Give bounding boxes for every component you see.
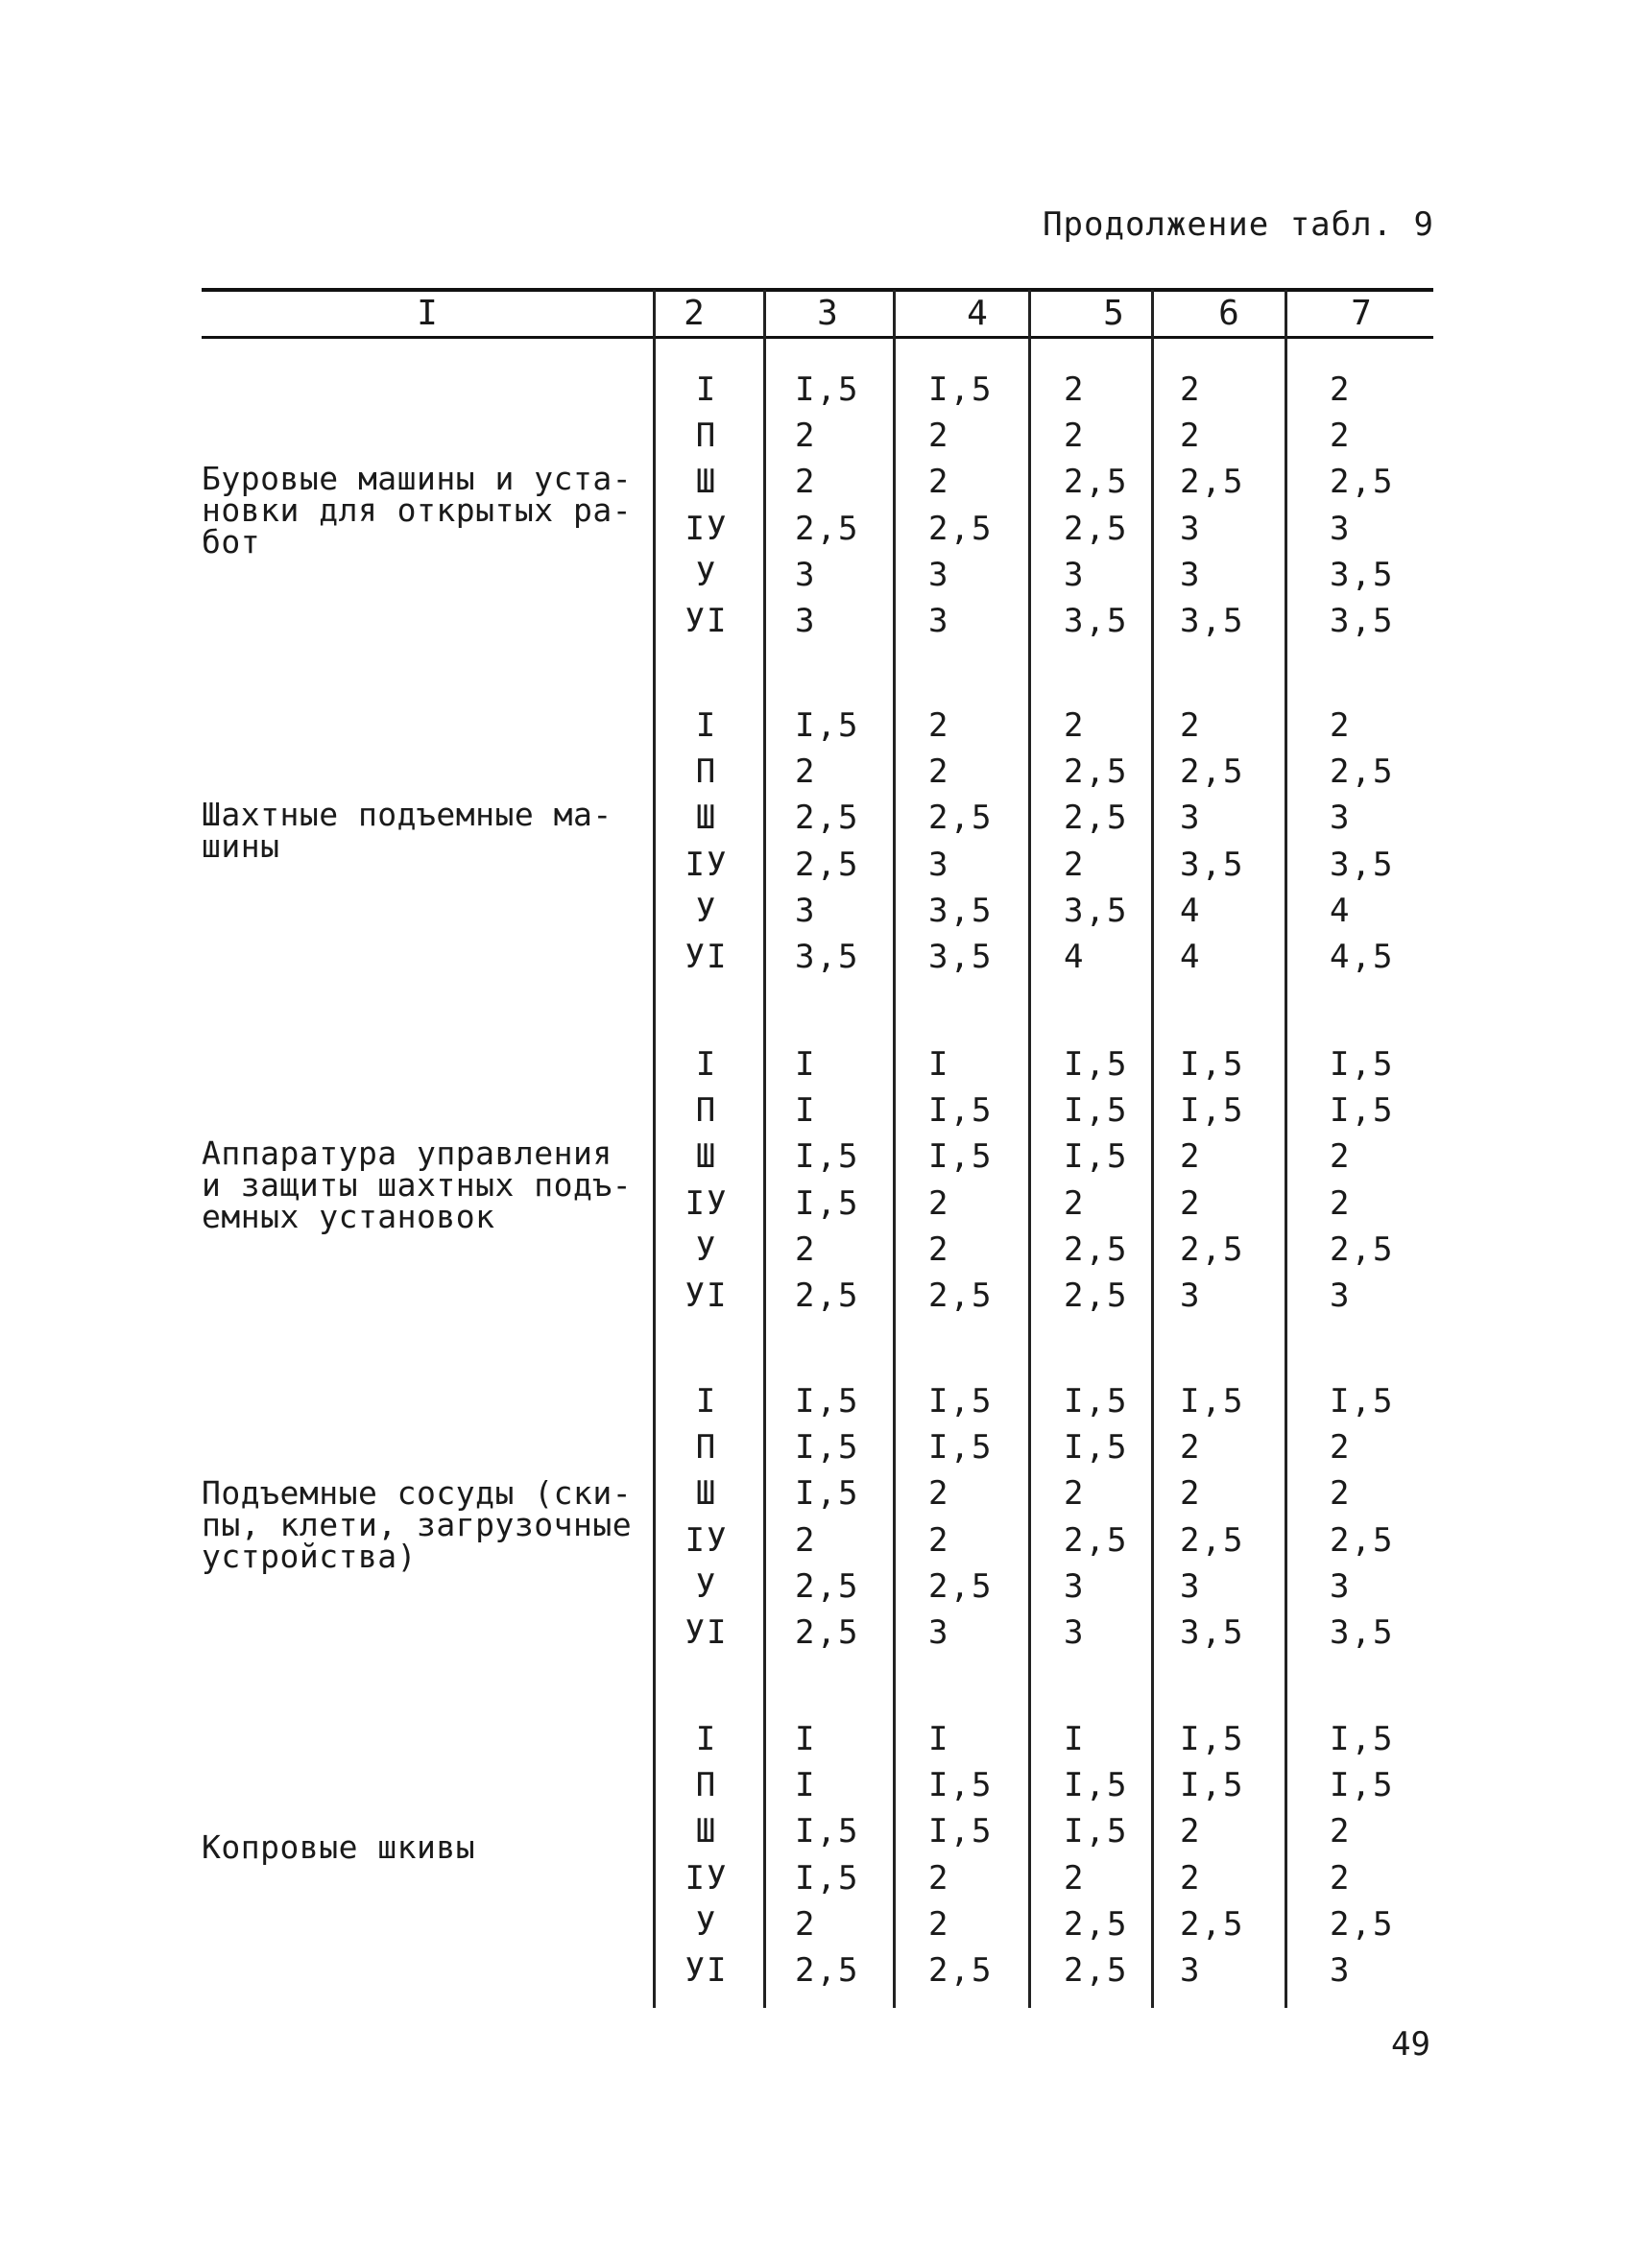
value-cell: 4 xyxy=(1180,938,1202,976)
value-cell: 3 xyxy=(928,602,950,640)
value-cell: 2,5 xyxy=(1064,509,1129,548)
value-cell: 4,5 xyxy=(1330,938,1395,976)
column-header: 7 xyxy=(1351,294,1372,333)
value-cell: 3,5 xyxy=(1064,891,1129,930)
value-cell: 3,5 xyxy=(1330,1613,1395,1652)
value-cell: 2 xyxy=(1064,370,1086,409)
value-cell: 3,5 xyxy=(1180,845,1245,884)
value-cell: I,5 xyxy=(1180,1766,1245,1805)
category-cell: П xyxy=(695,417,718,456)
value-cell: 2 xyxy=(795,752,817,792)
value-cell: 3 xyxy=(1330,509,1352,548)
value-cell: 3 xyxy=(1180,1277,1202,1315)
value-cell: 2 xyxy=(1064,1858,1086,1898)
value-cell: I,5 xyxy=(1064,1382,1129,1420)
value-cell: 2 xyxy=(928,1183,950,1223)
value-cell: 2,5 xyxy=(928,799,994,838)
value-cell: 2,5 xyxy=(1180,752,1245,792)
value-cell: 3 xyxy=(928,555,950,594)
value-cell: 2 xyxy=(1180,417,1202,456)
value-cell: 2,5 xyxy=(928,509,994,548)
column-divider xyxy=(893,290,896,2008)
value-cell: I,5 xyxy=(1330,1720,1395,1758)
category-cell: I xyxy=(695,1045,718,1084)
category-cell: УI xyxy=(684,1613,729,1652)
column-header: I xyxy=(417,294,438,333)
value-cell: 2,5 xyxy=(795,799,860,838)
value-cell: 3,5 xyxy=(1180,1613,1245,1652)
value-cell: 3,5 xyxy=(1180,602,1245,640)
value-cell: 2,5 xyxy=(1064,1951,1129,1990)
value-cell: 2 xyxy=(1180,1858,1202,1898)
value-cell: I,5 xyxy=(795,1858,860,1898)
equipment-group-name: Копровые шкивы xyxy=(202,1828,476,1866)
value-cell: 2 xyxy=(928,463,950,502)
value-cell: 2 xyxy=(1180,706,1202,745)
value-cell: 3,5 xyxy=(928,891,994,930)
value-cell: 3,5 xyxy=(1330,845,1395,884)
value-cell: I,5 xyxy=(1064,1137,1129,1177)
value-cell: I,5 xyxy=(1064,1812,1129,1851)
value-cell: I,5 xyxy=(1180,1091,1245,1131)
category-cell: П xyxy=(695,752,718,792)
column-header: 3 xyxy=(817,294,838,333)
value-cell: 2,5 xyxy=(795,1951,860,1990)
value-cell: 3,5 xyxy=(1330,555,1395,594)
equipment-group-name: Подъемные сосуды (ски- пы, клети, загрузочные устройства) xyxy=(202,1474,633,1575)
value-cell: 3 xyxy=(1330,1566,1352,1606)
column-header: 4 xyxy=(967,294,988,333)
category-cell: IУ xyxy=(684,1520,729,1560)
value-cell: 2 xyxy=(928,752,950,792)
value-cell: I,5 xyxy=(928,1428,994,1468)
value-cell: 4 xyxy=(1180,891,1202,930)
value-cell: 2 xyxy=(928,706,950,745)
value-cell: 2 xyxy=(1180,1137,1202,1177)
value-cell: 2 xyxy=(1330,1428,1352,1468)
value-cell: I xyxy=(795,1045,817,1084)
category-cell: IУ xyxy=(684,845,729,884)
value-cell: 2 xyxy=(795,463,817,502)
value-cell: 2,5 xyxy=(1064,463,1129,502)
value-cell: 2 xyxy=(1330,370,1352,409)
value-cell: I,5 xyxy=(928,1812,994,1851)
value-cell: I,5 xyxy=(795,1183,860,1223)
value-cell: 4 xyxy=(1330,891,1352,930)
value-cell: I,5 xyxy=(795,1382,860,1420)
value-cell: 3 xyxy=(795,891,817,930)
value-cell: 3 xyxy=(928,1613,950,1652)
value-cell: I,5 xyxy=(795,706,860,745)
value-cell: 2,5 xyxy=(1064,1229,1129,1269)
value-cell: 2,5 xyxy=(795,1277,860,1315)
category-cell: У xyxy=(695,891,718,930)
value-cell: 2 xyxy=(928,1858,950,1898)
value-cell: 2 xyxy=(1180,1812,1202,1851)
value-cell: 2,5 xyxy=(1180,1520,1245,1560)
value-cell: 2,5 xyxy=(1180,1229,1245,1269)
value-cell: 2 xyxy=(1180,1474,1202,1514)
category-cell: I xyxy=(695,1720,718,1758)
value-cell: 3 xyxy=(1180,509,1202,548)
value-cell: 3 xyxy=(795,602,817,640)
value-cell: 2,5 xyxy=(1064,752,1129,792)
value-cell: 2,5 xyxy=(1180,463,1245,502)
value-cell: 2,5 xyxy=(795,845,860,884)
value-cell: 3 xyxy=(1064,555,1086,594)
value-cell: 2 xyxy=(1064,706,1086,745)
value-cell: 2,5 xyxy=(928,1951,994,1990)
category-cell: Ш xyxy=(695,1474,718,1514)
value-cell: 2 xyxy=(795,1904,817,1944)
table-continuation-caption: Продолжение табл. 9 xyxy=(1043,205,1434,244)
category-cell: У xyxy=(695,555,718,594)
column-divider xyxy=(1151,290,1154,2008)
value-cell: I,5 xyxy=(795,1137,860,1177)
value-cell: I xyxy=(795,1766,817,1805)
value-cell: 3 xyxy=(1330,1277,1352,1315)
value-cell: 2 xyxy=(1330,1137,1352,1177)
value-cell: 3 xyxy=(1180,799,1202,838)
value-cell: 2 xyxy=(928,1520,950,1560)
category-cell: IУ xyxy=(684,1858,729,1898)
value-cell: I,5 xyxy=(1330,1045,1395,1084)
value-cell: I,5 xyxy=(1330,1766,1395,1805)
value-cell: 2,5 xyxy=(1330,1904,1395,1944)
value-cell: 2 xyxy=(1180,1428,1202,1468)
category-cell: Ш xyxy=(695,1812,718,1851)
value-cell: 2,5 xyxy=(928,1277,994,1315)
category-cell: УI xyxy=(684,1277,729,1315)
value-cell: 2,5 xyxy=(1064,1277,1129,1315)
value-cell: 2,5 xyxy=(1330,463,1395,502)
value-cell: 2 xyxy=(1330,706,1352,745)
category-cell: I xyxy=(695,706,718,745)
category-cell: Ш xyxy=(695,1137,718,1177)
value-cell: I,5 xyxy=(795,1812,860,1851)
value-cell: I xyxy=(928,1720,950,1758)
value-cell: 2,5 xyxy=(1064,1904,1129,1944)
category-cell: У xyxy=(695,1904,718,1944)
value-cell: 2 xyxy=(1064,1474,1086,1514)
value-cell: 2,5 xyxy=(795,1566,860,1606)
value-cell: 3 xyxy=(1064,1613,1086,1652)
category-cell: УI xyxy=(684,938,729,976)
value-cell: 2 xyxy=(795,1229,817,1269)
value-cell: 3 xyxy=(1180,1566,1202,1606)
category-cell: Ш xyxy=(695,463,718,502)
value-cell: 2 xyxy=(1330,1812,1352,1851)
value-cell: I xyxy=(1064,1720,1086,1758)
column-divider xyxy=(1028,290,1031,2008)
value-cell: 2 xyxy=(1180,370,1202,409)
value-cell: 2 xyxy=(1330,1183,1352,1223)
value-cell: I,5 xyxy=(1330,1091,1395,1131)
value-cell: 2,5 xyxy=(1330,752,1395,792)
value-cell: I,5 xyxy=(928,1137,994,1177)
category-cell: I xyxy=(695,370,718,409)
value-cell: I,5 xyxy=(1064,1045,1129,1084)
value-cell: 3 xyxy=(928,845,950,884)
category-cell: У xyxy=(695,1229,718,1269)
value-cell: 3 xyxy=(1180,1951,1202,1990)
category-cell: I xyxy=(695,1382,718,1420)
column-header: 5 xyxy=(1103,294,1124,333)
value-cell: 3 xyxy=(1330,799,1352,838)
column-divider xyxy=(1285,290,1287,2008)
column-divider xyxy=(763,290,766,2008)
category-cell: Ш xyxy=(695,799,718,838)
equipment-group-name: Аппаратура управления и защиты шахтных подъ- емных установок xyxy=(202,1134,633,1235)
value-cell: I,5 xyxy=(1180,1382,1245,1420)
value-cell: 4 xyxy=(1064,938,1086,976)
category-cell: IУ xyxy=(684,509,729,548)
value-cell: 2 xyxy=(795,1520,817,1560)
table-top-rule xyxy=(202,288,1433,292)
value-cell: 2 xyxy=(1064,1183,1086,1223)
category-cell: П xyxy=(695,1428,718,1468)
value-cell: 3 xyxy=(1330,1951,1352,1990)
column-header: 6 xyxy=(1218,294,1239,333)
value-cell: I,5 xyxy=(795,370,860,409)
value-cell: I,5 xyxy=(1064,1766,1129,1805)
equipment-group-name: Шахтные подъемные ма- шины xyxy=(202,796,612,865)
value-cell: 2 xyxy=(928,1904,950,1944)
value-cell: I,5 xyxy=(928,370,994,409)
value-cell: 2 xyxy=(1064,845,1086,884)
value-cell: 2 xyxy=(1180,1183,1202,1223)
value-cell: 2 xyxy=(1064,417,1086,456)
category-cell: УI xyxy=(684,1951,729,1990)
value-cell: 2,5 xyxy=(795,1613,860,1652)
category-cell: IУ xyxy=(684,1183,729,1223)
value-cell: I,5 xyxy=(795,1428,860,1468)
value-cell: 2 xyxy=(928,1474,950,1514)
value-cell: 2 xyxy=(1330,1858,1352,1898)
value-cell: I xyxy=(795,1720,817,1758)
value-cell: I,5 xyxy=(928,1382,994,1420)
category-cell: У xyxy=(695,1566,718,1606)
page-number: 49 xyxy=(1391,2025,1430,2064)
value-cell: 3,5 xyxy=(795,938,860,976)
value-cell: I,5 xyxy=(1064,1091,1129,1131)
value-cell: I,5 xyxy=(1330,1382,1395,1420)
value-cell: I,5 xyxy=(928,1766,994,1805)
value-cell: 2 xyxy=(795,417,817,456)
value-cell: I,5 xyxy=(1180,1720,1245,1758)
value-cell: 2,5 xyxy=(1064,799,1129,838)
value-cell: 2 xyxy=(928,417,950,456)
category-cell: П xyxy=(695,1766,718,1805)
value-cell: 2 xyxy=(1330,417,1352,456)
value-cell: 2,5 xyxy=(1330,1229,1395,1269)
category-cell: П xyxy=(695,1091,718,1131)
table-header-rule xyxy=(202,336,1433,339)
value-cell: 3 xyxy=(1180,555,1202,594)
value-cell: 2 xyxy=(928,1229,950,1269)
value-cell: 2,5 xyxy=(1064,1520,1129,1560)
value-cell: I,5 xyxy=(1180,1045,1245,1084)
equipment-group-name: Буровые машины и уста- новки для открытых ра- бот xyxy=(202,460,633,561)
value-cell: 3,5 xyxy=(928,938,994,976)
value-cell: I,5 xyxy=(795,1474,860,1514)
value-cell: I xyxy=(928,1045,950,1084)
category-cell: УI xyxy=(684,602,729,640)
value-cell: 2,5 xyxy=(928,1566,994,1606)
value-cell: I,5 xyxy=(928,1091,994,1131)
value-cell: 2,5 xyxy=(1180,1904,1245,1944)
value-cell: 2,5 xyxy=(795,509,860,548)
value-cell: 2,5 xyxy=(1330,1520,1395,1560)
value-cell: 3 xyxy=(795,555,817,594)
value-cell: I,5 xyxy=(1064,1428,1129,1468)
value-cell: 3,5 xyxy=(1064,602,1129,640)
value-cell: 3 xyxy=(1064,1566,1086,1606)
value-cell: 3,5 xyxy=(1330,602,1395,640)
value-cell: 2 xyxy=(1330,1474,1352,1514)
value-cell: I xyxy=(795,1091,817,1131)
column-header: 2 xyxy=(684,294,705,333)
